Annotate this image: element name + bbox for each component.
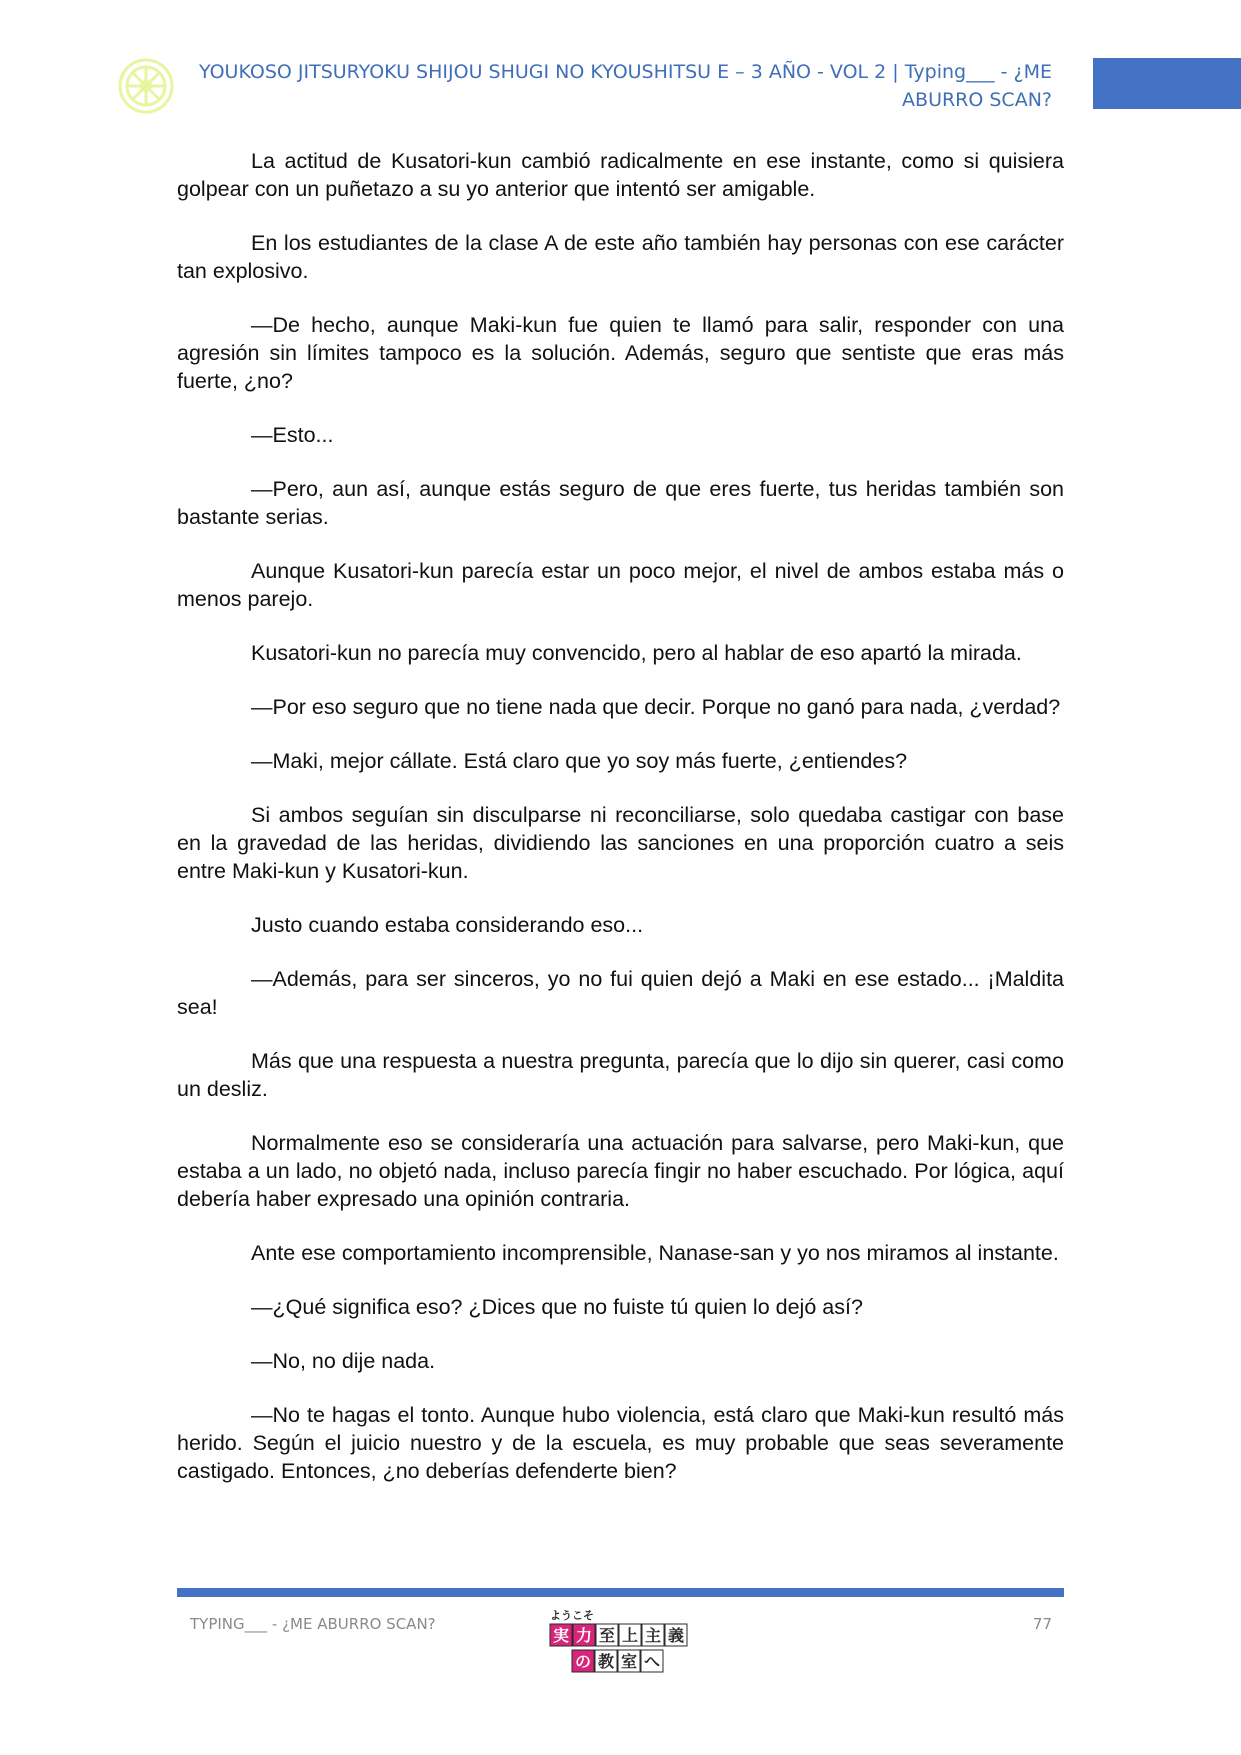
paragraph: Ante ese comportamiento incomprensible, Nanase-san y yo nos miramos al instante. [251, 1241, 1059, 1265]
paragraph: Normalmente eso se consideraría una actuación para salvarse, pero Maki-kun, que estaba a un lado, no objetó nada, incluso parecía fingir no haber escuchado. Por lógica, aquí debería haber expresado una opinión contraria. [177, 1131, 1064, 1211]
circular-crest-icon [118, 58, 174, 114]
footer-scan-credit: TYPING___ - ¿ME ABURRO SCAN? [190, 1615, 436, 1633]
paragraph: —No te hagas el tonto. Aunque hubo violencia, está claro que Maki-kun resultó más herido. Según el juicio nuestro y de la escuela, es muy probable que seas severamente castigado. Entonces, ¿no deberías defenderte bien? [177, 1403, 1064, 1483]
paragraph: —Maki, mejor cállate. Está claro que yo soy más fuerte, ¿entiendes? [251, 749, 908, 773]
paragraph: —Pero, aun así, aunque estás seguro de que eres fuerte, tus heridas también son bastante serias. [177, 477, 1064, 529]
svg-text:ようこそ: ようこそ [550, 1609, 594, 1622]
paragraph: Justo cuando estaba considerando eso... [251, 913, 644, 937]
header-accent-bar [1093, 58, 1241, 109]
paragraph: Kusatori-kun no parecía muy convencido, pero al hablar de eso apartó la mirada. [251, 641, 1022, 665]
logo-kanji: の [574, 1652, 592, 1671]
logo-kanji: 至 [598, 1626, 616, 1645]
header-title: YOUKOSO JITSURYOKU SHIJOU SHUGI NO KYOUSHITSU E – 3 AÑO - VOL 2 | Typing___ - ¿ME ABURRO SCAN? [199, 61, 1052, 111]
paragraph: —Esto... [251, 423, 334, 447]
body-text [177, 147, 1064, 1511]
footer-rule [177, 1588, 1064, 1597]
paragraph: Más que una respuesta a nuestra pregunta, parecía que lo dijo sin querer, casi como un desliz. [177, 1049, 1064, 1101]
paragraph: —No, no dije nada. [251, 1349, 436, 1373]
logo-kanji: へ [643, 1652, 661, 1671]
paragraph: En los estudiantes de la clase A de este año también hay personas con ese carácter tan explosivo. [177, 231, 1064, 283]
paragraph: Aunque Kusatori-kun parecía estar un poco mejor, el nivel de ambos estaba más o menos parejo. [177, 559, 1064, 611]
logo-kanji: 上 [621, 1626, 639, 1645]
series-logo [546, 1606, 696, 1678]
paragraph: —Además, para ser sinceros, yo no fui quien dejó a Maki en ese estado... ¡Maldita sea! [177, 967, 1064, 1019]
logo-kanji: 義 [667, 1626, 685, 1645]
paragraph: La actitud de Kusatori-kun cambió radicalmente en ese instante, como si quisiera golpear con un puñetazo a su yo anterior que intentó ser amigable. [177, 149, 1064, 201]
logo-kanji: 力 [575, 1626, 593, 1645]
logo-kanji: 実 [552, 1626, 570, 1645]
logo-kanji: 室 [620, 1652, 638, 1671]
paragraph: Si ambos seguían sin disculparse ni reconciliarse, solo quedaba castigar con base en la gravedad de las heridas, dividiendo las sanciones en una proporción cuatro a seis entre Maki-kun y Kusatori-kun. [177, 803, 1064, 883]
paragraph: —¿Qué significa eso? ¿Dices que no fuiste tú quien lo dejó así? [251, 1295, 863, 1319]
paragraph: —Por eso seguro que no tiene nada que decir. Porque no ganó para nada, ¿verdad? [251, 695, 1061, 719]
page-number: 77 [1032, 1615, 1052, 1633]
paragraph: —De hecho, aunque Maki-kun fue quien te llamó para salir, responder con una agresión sin límites tampoco es la solución. Además, seguro que sentiste que eras más fuerte, ¿no? [177, 313, 1064, 393]
logo-kanji: 教 [597, 1652, 615, 1671]
logo-kanji: 主 [644, 1626, 662, 1645]
